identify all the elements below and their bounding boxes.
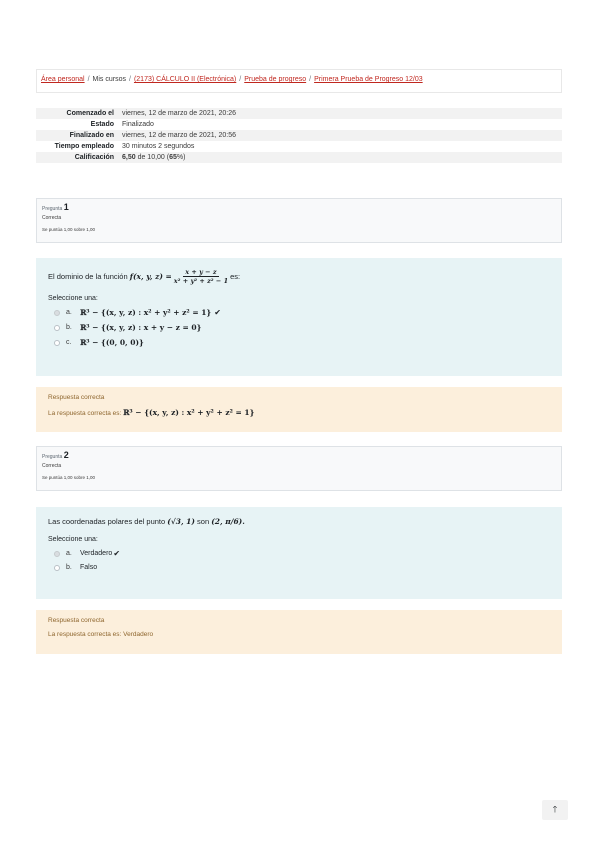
question-text-before: El dominio de la función	[48, 272, 128, 281]
option-letter: a.	[66, 550, 72, 557]
polar-point: (√3, 1)	[167, 517, 195, 526]
question-2-info	[36, 446, 562, 491]
question-text	[48, 517, 550, 526]
question-number-value: 1	[63, 202, 69, 212]
feedback-answer	[48, 408, 550, 417]
summary-value: viernes, 12 de marzo de 2021, 20:56	[118, 130, 562, 141]
breadcrumb-section[interactable]: Prueba de progreso	[244, 76, 307, 83]
breadcrumb-separator: /	[129, 76, 131, 83]
question-text-before: Las coordenadas polares del punto	[48, 517, 166, 526]
answer-option[interactable]	[48, 323, 550, 332]
summary-label: Calificación	[36, 152, 118, 163]
question-prompt: Seleccione una:	[48, 295, 98, 302]
option-letter: c.	[66, 339, 72, 346]
breadcrumb-separator: /	[309, 76, 312, 83]
arrow-up-icon: 🡑	[552, 804, 558, 814]
summary-label: Finalizado en	[36, 130, 118, 141]
summary-label: Tiempo empleado	[36, 141, 118, 152]
summary-label: Estado	[36, 119, 118, 130]
summary-row	[36, 119, 562, 130]
feedback-prefix: La respuesta correcta es:	[48, 410, 122, 417]
summary-value: Finalizado	[118, 119, 562, 130]
summary-value: viernes, 12 de marzo de 2021, 20:26	[118, 108, 562, 119]
question-state: Correcta	[42, 463, 62, 469]
question-number	[42, 202, 556, 212]
question-1-info	[36, 198, 562, 243]
radio-button[interactable]	[54, 340, 60, 346]
answer-option[interactable]	[48, 549, 550, 558]
option-letter: b.	[66, 564, 72, 571]
option-letter: a.	[66, 309, 72, 316]
grade-percent: 65	[169, 154, 177, 161]
breadcrumb-separator: /	[239, 76, 242, 83]
question-number-prefix: Pregunta	[42, 454, 63, 460]
option-text: Verdadero	[80, 550, 113, 557]
breadcrumb-quiz[interactable]: Primera Prueba de Progreso 12/03	[314, 76, 423, 83]
question-text	[48, 268, 550, 285]
question-2-feedback	[36, 610, 562, 654]
option-letter: b.	[66, 324, 72, 331]
question-2-formulation	[36, 507, 562, 599]
summary-row-grade	[36, 152, 562, 163]
question-text-mid: son	[197, 517, 210, 526]
question-grade: Se puntúa 1,00 sobre 1,00	[42, 475, 96, 480]
option-text: ℝ³ − {(x, y, z) : x² + y² + z² = 1}	[80, 308, 212, 317]
breadcrumb-area-personal[interactable]: Área personal	[41, 76, 85, 83]
function-fraction	[174, 268, 228, 285]
option-text: ℝ³ − {(x, y, z) : x + y − z = 0}	[80, 323, 202, 332]
question-prompt: Seleccione una:	[48, 536, 98, 543]
answer-option[interactable]	[48, 564, 550, 571]
fraction-numerator: x + y − z	[185, 268, 217, 276]
breadcrumb-separator: /	[87, 76, 90, 83]
summary-row	[36, 141, 562, 152]
question-grade: Se puntúa 1,00 sobre 1,00	[42, 227, 96, 232]
quiz-summary-table	[36, 108, 562, 163]
grade-score: 6,50	[122, 154, 136, 161]
grade-end: %)	[176, 154, 186, 161]
radio-button[interactable]	[54, 310, 60, 316]
check-icon: ✔	[214, 308, 221, 317]
question-state: Correcta	[42, 215, 62, 221]
feedback-title: Respuesta correcta	[48, 617, 105, 624]
summary-label: Comenzado el	[36, 108, 118, 119]
radio-button[interactable]	[54, 565, 60, 571]
option-text: Falso	[80, 564, 98, 571]
breadcrumb	[36, 69, 562, 93]
grade-mid: de 10,00 (	[135, 154, 170, 161]
question-number	[42, 450, 556, 460]
question-number-value: 2	[63, 450, 69, 460]
summary-row	[36, 108, 562, 119]
question-1-feedback	[36, 387, 562, 432]
feedback-answer: La respuesta correcta es: Verdadero	[48, 631, 154, 638]
radio-button[interactable]	[54, 551, 60, 557]
question-text-after: es:	[230, 272, 241, 281]
answer-option[interactable]	[48, 308, 550, 317]
breadcrumb-course[interactable]: (2173) CÁLCULO II (Electrónica)	[133, 76, 237, 83]
summary-row	[36, 130, 562, 141]
radio-button[interactable]	[54, 325, 60, 331]
function-name: f(x, y, z) =	[129, 272, 172, 281]
question-1-formulation	[36, 258, 562, 376]
back-to-top-button[interactable]	[542, 800, 568, 820]
breadcrumb-mis-cursos: Mis cursos	[92, 76, 126, 83]
feedback-title: Respuesta correcta	[48, 394, 105, 401]
check-icon: ✔	[113, 549, 121, 558]
answer-option[interactable]	[48, 338, 550, 347]
fraction-denominator: x² + y² + z² − 1	[173, 277, 229, 285]
question-number-prefix: Pregunta	[42, 206, 63, 212]
summary-grade-value	[118, 152, 562, 163]
option-text: ℝ³ − {(0, 0, 0)}	[80, 338, 144, 347]
polar-coordinates: (2, π/6).	[211, 517, 245, 526]
summary-value: 30 minutos 2 segundos	[118, 141, 562, 152]
feedback-answer-math: ℝ³ − {(x, y, z) : x² + y² + z² = 1}	[123, 408, 255, 417]
